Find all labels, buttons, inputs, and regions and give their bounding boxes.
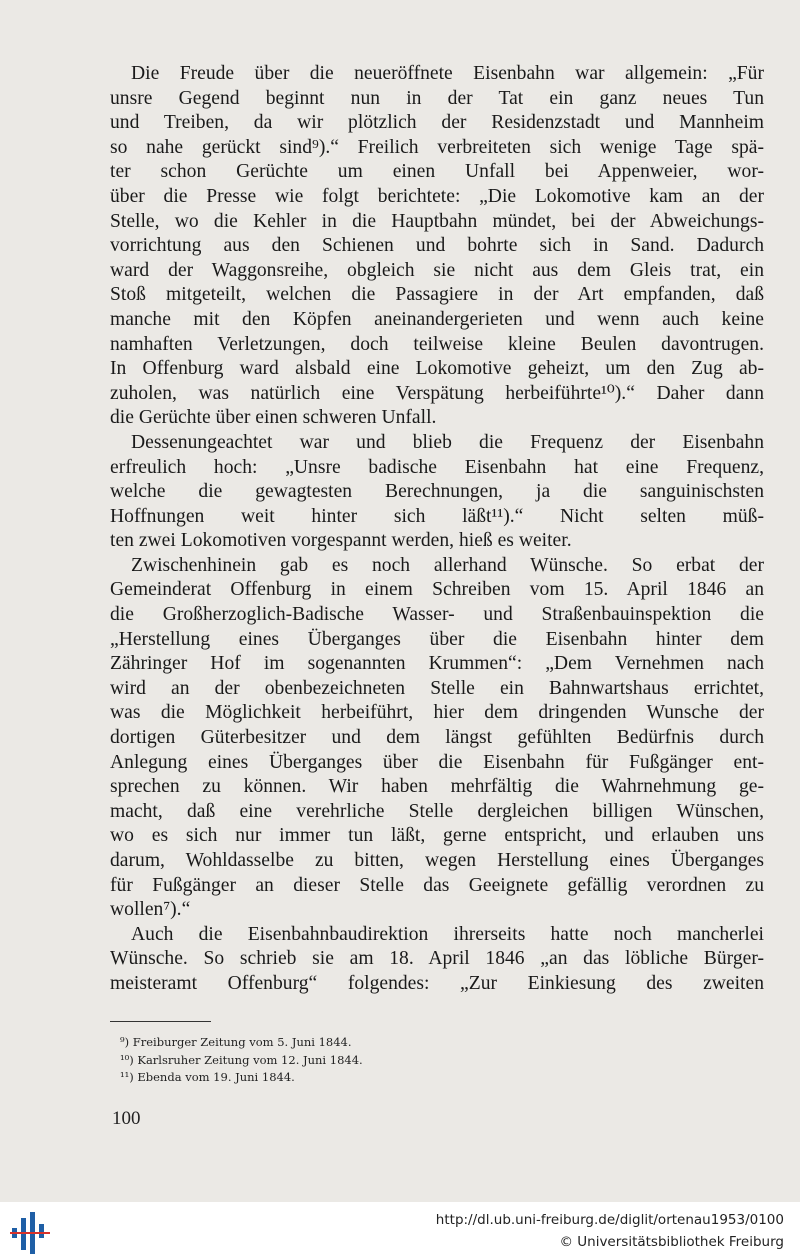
text-line: Hoffnungen weit hinter sich läßt¹¹).“ Nicht selten müß- [110, 505, 764, 527]
paragraph-3 [110, 554, 764, 923]
footnote-9: ⁹) Freiburger Zeitung vom 5. Juni 1844. [120, 1035, 352, 1049]
text-line: manche mit den Köpfen aneinandergerieten und wenn auch keine [110, 308, 764, 330]
text-line: Stoß mitgeteilt, welchen die Passagiere in der Art empfanden, daß [110, 284, 764, 306]
footnote-divider [110, 1021, 211, 1022]
text-line: die Großherzoglich-Badische Wasser- und Straßenbauinspektion die [110, 604, 764, 626]
text-line: und Treiben, da wir plötzlich der Residenzstadt und Mannheim [110, 112, 764, 134]
text-line: Stelle, wo die Kehler in die Hauptbahn mündet, bei der Abweichungs- [110, 210, 764, 232]
page-number: 100 [112, 1108, 141, 1129]
text-line: ten zwei Lokomotiven vorgespannt werden, hieß es weiter. [110, 530, 572, 552]
text-line: was die Möglichkeit herbeiführt, hier dem dringenden Wunsche der [110, 702, 764, 724]
text-line: dortigen Güterbesitzer und dem längst gefühlten Bedürfnis durch [110, 727, 764, 749]
footnote-11: ¹¹) Ebenda vom 19. Juni 1844. [120, 1070, 295, 1084]
footnotes [120, 1034, 363, 1087]
footnote-10: ¹⁰) Karlsruher Zeitung vom 12. Juni 1844. [120, 1052, 363, 1067]
digital-library-link[interactable]: http://dl.ub.uni-freiburg.de/diglit/ortenau1953/0100 [435, 1212, 784, 1228]
text-line: sprechen zu können. Wir haben mehrfältig die Wahrnehmung ge- [110, 776, 764, 798]
text-line: In Offenburg ward alsbald eine Lokomotive geheizt, um den Zug ab- [110, 358, 764, 380]
text-line: Gemeinderat Offenburg in einem Schreiben vom 15. April 1846 an [110, 579, 764, 601]
paragraph-4 [110, 923, 764, 997]
text-line: ward der Waggonsreihe, obgleich sie nicht aus dem Gleis trat, ein [110, 259, 764, 281]
text-line: Wünsche. So schrieb sie am 18. April 1846 „an das löbliche Bürger- [110, 948, 764, 970]
text-line: Die Freude über die neueröffnete Eisenbahn war allgemein: „Für [131, 63, 764, 84]
text-line: meisteramt Offenburg“ folgendes: „Zur Einkiesung des zweiten [110, 972, 764, 994]
text-line: Zähringer Hof im sogenannten Krummen“: „Dem Vernehmen nach [110, 653, 764, 675]
text-line: über die Presse wie folgt berichtete: „Die Lokomotive kam an der [110, 185, 764, 207]
text-line: wollen⁷).“ [110, 899, 191, 921]
text-line: Zwischenhinein gab es noch allerhand Wünsche. So erbat der [131, 554, 764, 576]
text-line: wird an der obenbezeichneten Stelle ein Bahnwartshaus errichtet, [110, 677, 764, 699]
paragraph-1 [110, 62, 764, 431]
text-line: Auch die Eisenbahnbaudirektion ihrerseits hatte noch mancherlei [131, 923, 764, 945]
text-line: erfreulich hoch: „Unsre badische Eisenbahn hat eine Frequenz, [110, 456, 764, 478]
text-line: wo es sich nur immer tun läßt, gerne entspricht, und erlauben uns [110, 825, 764, 847]
copyright-notice: © Universitätsbibliothek Freiburg [559, 1234, 784, 1250]
body-text [110, 62, 764, 997]
text-line: für Fußgänger an dieser Stelle das Geeignete gefällig verordnen zu [110, 874, 764, 896]
library-footer [0, 1202, 800, 1260]
paragraph-2 [110, 431, 764, 554]
text-line: macht, daß eine verehrliche Stelle dergleichen billigen Wünschen, [110, 800, 764, 822]
text-line: namhaften Verletzungen, doch teilweise kleine Beulen davontrugen. [110, 333, 764, 355]
text-line: „Herstellung eines Überganges über die Eisenbahn hinter dem [110, 628, 764, 650]
text-line: so nahe gerückt sind⁹).“ Freilich verbreiteten sich wenige Tage spä- [110, 136, 764, 158]
ub-freiburg-logo-icon [10, 1210, 50, 1256]
text-line: Dessenungeachtet war und blieb die Frequenz der Eisenbahn [131, 431, 764, 453]
text-line: welche die gewagtesten Berechnungen, ja die sanguinischsten [110, 481, 764, 503]
text-line: vorrichtung aus den Schienen und bohrte sich in Sand. Dadurch [110, 235, 764, 257]
text-line: Anlegung eines Überganges über die Eisenbahn für Fußgänger ent- [110, 751, 764, 773]
text-line: zuholen, was natürlich eine Verspätung herbeiführte¹⁰).“ Daher dann [110, 382, 764, 404]
text-line: die Gerüchte über einen schweren Unfall. [110, 407, 437, 429]
text-line: darum, Wohldasselbe zu bitten, wegen Herstellung eines Überganges [110, 850, 764, 871]
text-line: unsre Gegend beginnt nun in der Tat ein ganz neues Tun [110, 87, 764, 109]
text-line: ter schon Gerüchte um einen Unfall bei Appenweier, wor- [110, 161, 764, 183]
